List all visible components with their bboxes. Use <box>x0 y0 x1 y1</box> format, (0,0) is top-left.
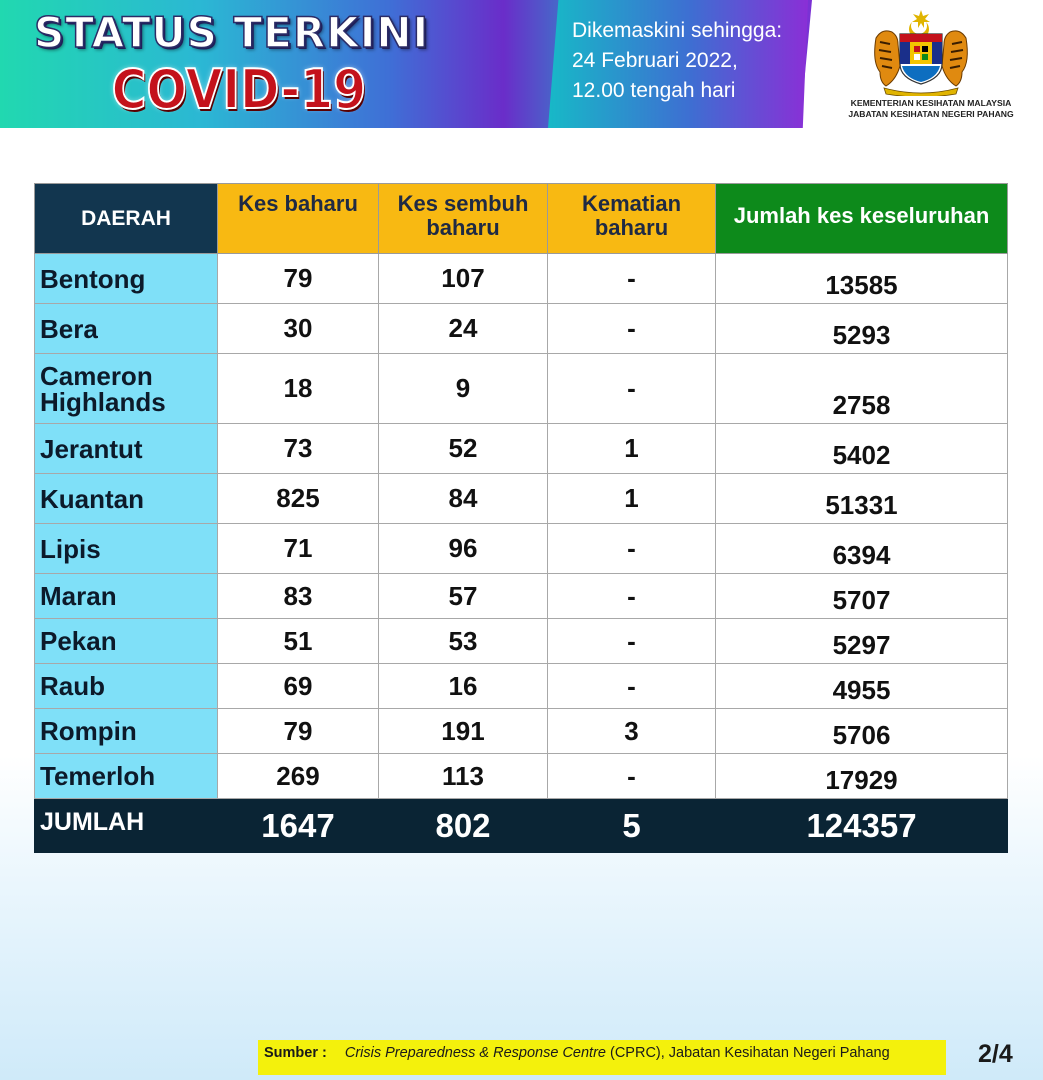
district-name: Bentong <box>35 254 218 304</box>
district-name: Pekan <box>35 619 218 664</box>
kematian-cell: 3 <box>548 709 716 754</box>
jumlah-cell: 17929 <box>716 754 1008 799</box>
jumlah-cell: 6394 <box>716 524 1008 574</box>
total-jumlah: 124357 <box>716 799 1008 853</box>
header-kematian <box>548 184 716 254</box>
kes-sembuh-cell: 113 <box>379 754 548 799</box>
kes-baharu-cell: 83 <box>218 574 379 619</box>
kes-sembuh-cell: 9 <box>379 354 548 424</box>
source-rest: (CPRC), Jabatan Kesihatan Negeri Pahang <box>605 1045 890 1061</box>
kematian-cell: - <box>548 304 716 354</box>
district-name: Cameron Highlands <box>35 354 218 424</box>
update-line-1: Dikemaskini sehingga: <box>572 19 783 42</box>
jumlah-cell: 4955 <box>716 664 1008 709</box>
ministry-name <box>826 98 1036 120</box>
table-row <box>35 354 1008 424</box>
kes-sembuh-cell: 191 <box>379 709 548 754</box>
source-org: Crisis Preparedness & Response Centre <box>344 1045 606 1061</box>
source-label: Sumber : <box>264 1045 327 1061</box>
total-row <box>35 799 1008 853</box>
district-name: Temerloh <box>35 754 218 799</box>
header-kes-sembuh <box>379 184 548 254</box>
header-kes-sembuh-line1: Kes sembuh <box>397 191 529 216</box>
total-kes-sembuh: 802 <box>379 799 548 853</box>
total-label: JUMLAH <box>35 799 218 853</box>
kematian-cell: - <box>548 754 716 799</box>
header-kematian-line2: baharu <box>594 215 669 240</box>
kes-sembuh-cell: 24 <box>379 304 548 354</box>
district-name: Raub <box>35 664 218 709</box>
kes-baharu-cell: 79 <box>218 709 379 754</box>
jumlah-cell: 13585 <box>716 254 1008 304</box>
kes-baharu-cell: 79 <box>218 254 379 304</box>
department-line: JABATAN KESIHATAN NEGERI PAHANG <box>848 109 1014 119</box>
district-name: Rompin <box>35 709 218 754</box>
kes-sembuh-cell: 57 <box>379 574 548 619</box>
jumlah-cell: 51331 <box>716 474 1008 524</box>
kes-sembuh-cell: 84 <box>379 474 548 524</box>
ministry-line: KEMENTERIAN KESIHATAN MALAYSIA <box>850 98 1012 108</box>
kes-sembuh-cell: 53 <box>379 619 548 664</box>
kes-sembuh-cell: 52 <box>379 424 548 474</box>
page-number: 2/4 <box>978 1040 1013 1068</box>
jumlah-cell: 5707 <box>716 574 1008 619</box>
total-kes-baharu: 1647 <box>218 799 379 853</box>
total-kematian: 5 <box>548 799 716 853</box>
kes-baharu-cell: 30 <box>218 304 379 354</box>
jumlah-cell: 5706 <box>716 709 1008 754</box>
district-name: Maran <box>35 574 218 619</box>
kes-sembuh-cell: 16 <box>379 664 548 709</box>
kes-baharu-cell: 69 <box>218 664 379 709</box>
header-kes-sembuh-line2: baharu <box>426 215 500 240</box>
covid-district-table <box>34 183 1008 853</box>
jumlah-cell: 5297 <box>716 619 1008 664</box>
table-row <box>35 664 1008 709</box>
header-jumlah: Jumlah kes keseluruhan <box>716 184 1008 254</box>
source-note <box>258 1040 946 1075</box>
kematian-cell: 1 <box>548 424 716 474</box>
kes-sembuh-cell: 107 <box>379 254 548 304</box>
kes-baharu-cell: 269 <box>218 754 379 799</box>
page-subtitle: COVID-19 <box>111 58 367 121</box>
kes-baharu-cell: 71 <box>218 524 379 574</box>
table-row <box>35 254 1008 304</box>
table-row <box>35 619 1008 664</box>
district-name: Kuantan <box>35 474 218 524</box>
header-kematian-line1: Kematian <box>581 191 682 216</box>
table-row <box>35 709 1008 754</box>
jumlah-cell: 2758 <box>716 354 1008 424</box>
header-daerah: DAERAH <box>35 184 218 254</box>
page-title: STATUS TERKINI <box>34 8 430 57</box>
district-name: Jerantut <box>35 424 218 474</box>
malaysia-coat-of-arms-icon <box>862 8 980 96</box>
district-name: Bera <box>35 304 218 354</box>
update-line-2: 24 Februari 2022, <box>572 49 738 72</box>
table-row <box>35 574 1008 619</box>
kes-sembuh-cell: 96 <box>379 524 548 574</box>
kematian-cell: - <box>548 574 716 619</box>
table-row <box>35 304 1008 354</box>
table-row <box>35 754 1008 799</box>
kematian-cell: - <box>548 524 716 574</box>
jumlah-cell: 5293 <box>716 304 1008 354</box>
kematian-cell: 1 <box>548 474 716 524</box>
jumlah-cell: 5402 <box>716 424 1008 474</box>
kematian-cell: - <box>548 354 716 424</box>
table-row <box>35 424 1008 474</box>
table-row <box>35 474 1008 524</box>
kes-baharu-cell: 825 <box>218 474 379 524</box>
update-info <box>572 16 808 106</box>
update-line-3: 12.00 tengah hari <box>572 79 736 102</box>
kematian-cell: - <box>548 664 716 709</box>
kes-baharu-cell: 18 <box>218 354 379 424</box>
table-header-row <box>35 184 1008 254</box>
kes-baharu-cell: 73 <box>218 424 379 474</box>
table-row <box>35 524 1008 574</box>
kes-baharu-cell: 51 <box>218 619 379 664</box>
district-name: Lipis <box>35 524 218 574</box>
kematian-cell: - <box>548 254 716 304</box>
header-kes-baharu: Kes baharu <box>218 184 379 254</box>
kematian-cell: - <box>548 619 716 664</box>
